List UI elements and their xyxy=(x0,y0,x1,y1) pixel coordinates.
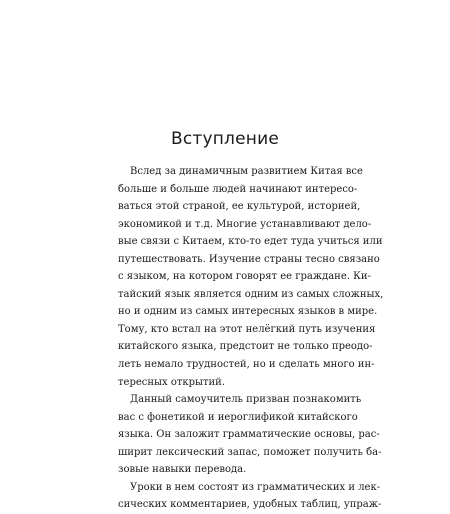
text-line: Тому, кто встал на этот нелёгкий путь изучения xyxy=(118,323,376,335)
text-line: сических комментариев, удобных таблиц, упраж- xyxy=(118,499,382,511)
text-line: вые связи с Китаем, кто-то едет туда учиться или xyxy=(118,236,383,248)
text-line: Вслед за динамичным развитием Китая все xyxy=(130,166,363,177)
text-line: ваться этой страной, ее культурой, историей, xyxy=(118,201,361,213)
text-line: тересных открытий. xyxy=(118,376,226,388)
text-line: Уроки в нем состоят из грамматических и лек- xyxy=(130,481,381,493)
text-line: языка. Он заложит грамматические основы, рас- xyxy=(118,429,380,441)
text-line: вас с фонетикой и иероглификой китайского xyxy=(118,411,358,423)
text-line: тайский язык является одним из самых сложных, xyxy=(118,288,384,300)
text-line: путешествовать. Изучение страны тесно связано xyxy=(118,253,380,265)
text-line: с языком, на котором говорят ее граждане. Ки- xyxy=(118,271,371,283)
text-line: больше и больше людей начинают интересо- xyxy=(118,183,358,195)
text-line: но и одним из самых интересных языков в мире. xyxy=(118,306,378,318)
body-text xyxy=(118,163,384,514)
text-line: Данный самоучитель призван познакомить xyxy=(130,394,362,406)
page-title: Вступление xyxy=(170,129,280,149)
text-line: зовые навыки перевода. xyxy=(118,464,247,476)
text-line: китайского языка, предстоит не только преодо- xyxy=(118,341,373,353)
text-line: леть немало трудностей, но и сделать много ин- xyxy=(118,359,375,371)
text-line: экономикой и т.д. Многие устанавливают дело- xyxy=(118,218,372,230)
text-line: ширит лексический запас, поможет получить ба- xyxy=(118,446,382,458)
